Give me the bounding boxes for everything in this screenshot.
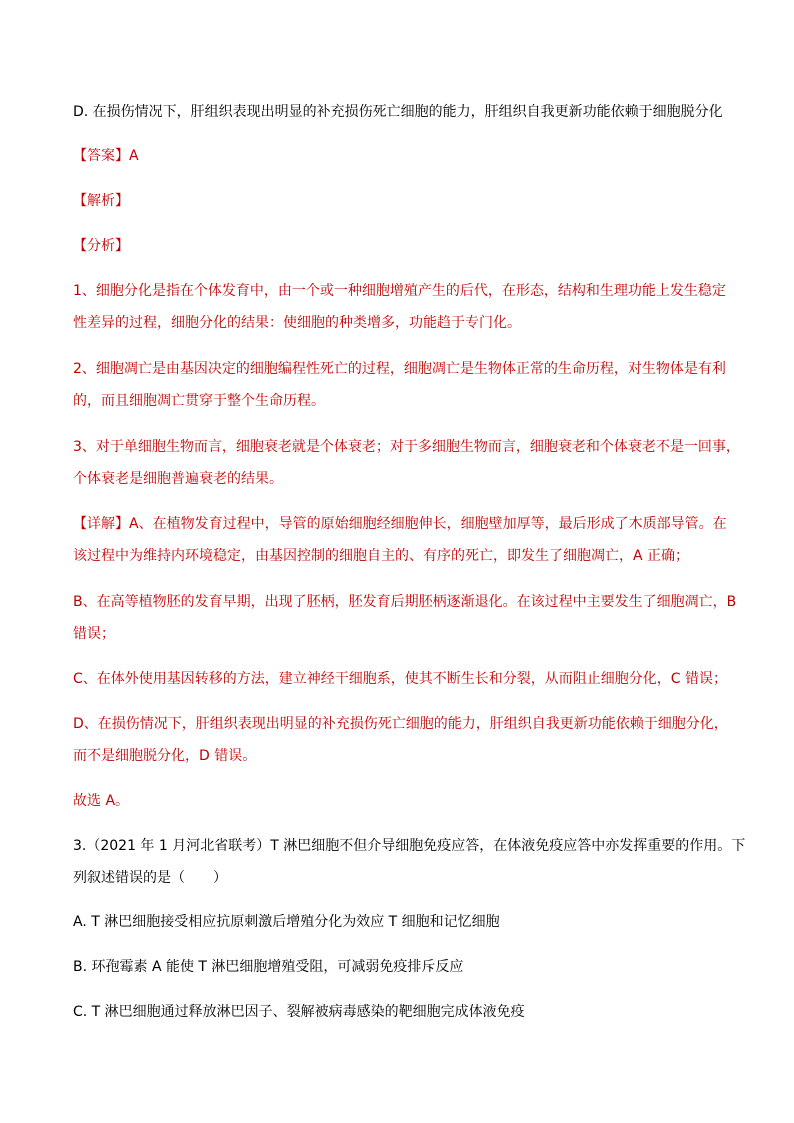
question-3-stem-line-1: 3.（2021 年 1 月河北省联考）T 淋巴细胞不但介导细胞免疫应答，在体液免疫应答中亦发挥重要的作用。下 bbox=[73, 838, 746, 854]
point-3-line-1: 3、对于单细胞生物而言，细胞衰老就是个体衰老；对于多细胞生物而言，细胞衰老和个体衰老不是一回事， bbox=[73, 439, 740, 455]
question-3-option-c: C. T 淋巴细胞通过释放淋巴因子、裂解被病毒感染的靶细胞完成体液免疫 bbox=[73, 1004, 525, 1020]
detail-a-line-1 bbox=[73, 508, 733, 540]
detail-a-line-2: 该过程中为维持内环境稳定，由基因控制的细胞自主的、有序的死亡，即发生了细胞凋亡，A 正确； bbox=[73, 548, 690, 564]
question-3-stem-line-2: 列叙述错误的是（ ） bbox=[73, 870, 227, 886]
question-3-option-b: B. 环孢霉素 A 能使 T 淋巴细胞增殖受阻，可减弱免疫排斥反应 bbox=[73, 959, 464, 975]
detail-d-line-2: 而不是细胞脱分化，D 错误。 bbox=[73, 748, 257, 764]
detail-label: 【详解】 bbox=[73, 516, 129, 532]
analysis-label: 【解析】 bbox=[73, 193, 129, 209]
detail-b-line-1: B、在高等植物胚的发育早期，出现了胚柄，胚发育后期胚柄逐渐退化。在该过程中主要发生了细胞凋亡，B bbox=[73, 594, 737, 610]
detail-c-line-1: C、在体外使用基因转移的方法，建立神经干细胞系，使其不断生长和分裂，从而阻止细胞分化，C 错误； bbox=[73, 671, 727, 687]
point-3-line-2: 个体衰老是细胞普遍衰老的结果。 bbox=[73, 471, 283, 487]
detail-d-line-1: D、在损伤情况下，肝组织表现出明显的补充损伤死亡细胞的能力，肝组织自我更新功能依赖于细胞分化， bbox=[73, 716, 728, 732]
detail-b-line-2: 错误； bbox=[73, 626, 115, 642]
detail-a-text: A、在植物发育过程中，导管的原始细胞经细胞伸长，细胞壁加厚等，最后形成了木质部导管。在 bbox=[129, 516, 727, 532]
question-3-option-a: A. T 淋巴细胞接受相应抗原刺激后增殖分化为效应 T 细胞和记忆细胞 bbox=[73, 914, 500, 930]
point-2-line-2: 的，而且细胞凋亡贯穿于整个生命历程。 bbox=[73, 393, 325, 409]
conclusion: 故选 A。 bbox=[73, 793, 130, 809]
point-1-line-2: 性差异的过程，细胞分化的结果：使细胞的种类增多，功能趋于专门化。 bbox=[73, 315, 521, 331]
answer-label: 【答案】 bbox=[73, 148, 129, 164]
point-1-line-1: 1、细胞分化是指在个体发育中，由一个或一种细胞增殖产生的后代，在形态，结构和生理功能上发生稳定 bbox=[73, 283, 726, 299]
option-d-previous-question: D. 在损伤情况下，肝组织表现出明显的补充损伤死亡细胞的能力，肝组织自我更新功能依赖于细胞脱分化 bbox=[73, 104, 723, 120]
answer-value: A bbox=[129, 148, 139, 164]
fenxi-label: 【分析】 bbox=[73, 238, 129, 254]
answer-line bbox=[73, 140, 733, 172]
point-2-line-1: 2、细胞凋亡是由基因决定的细胞编程性死亡的过程，细胞凋亡是生物体正常的生命历程，对生物体是有利 bbox=[73, 361, 726, 377]
